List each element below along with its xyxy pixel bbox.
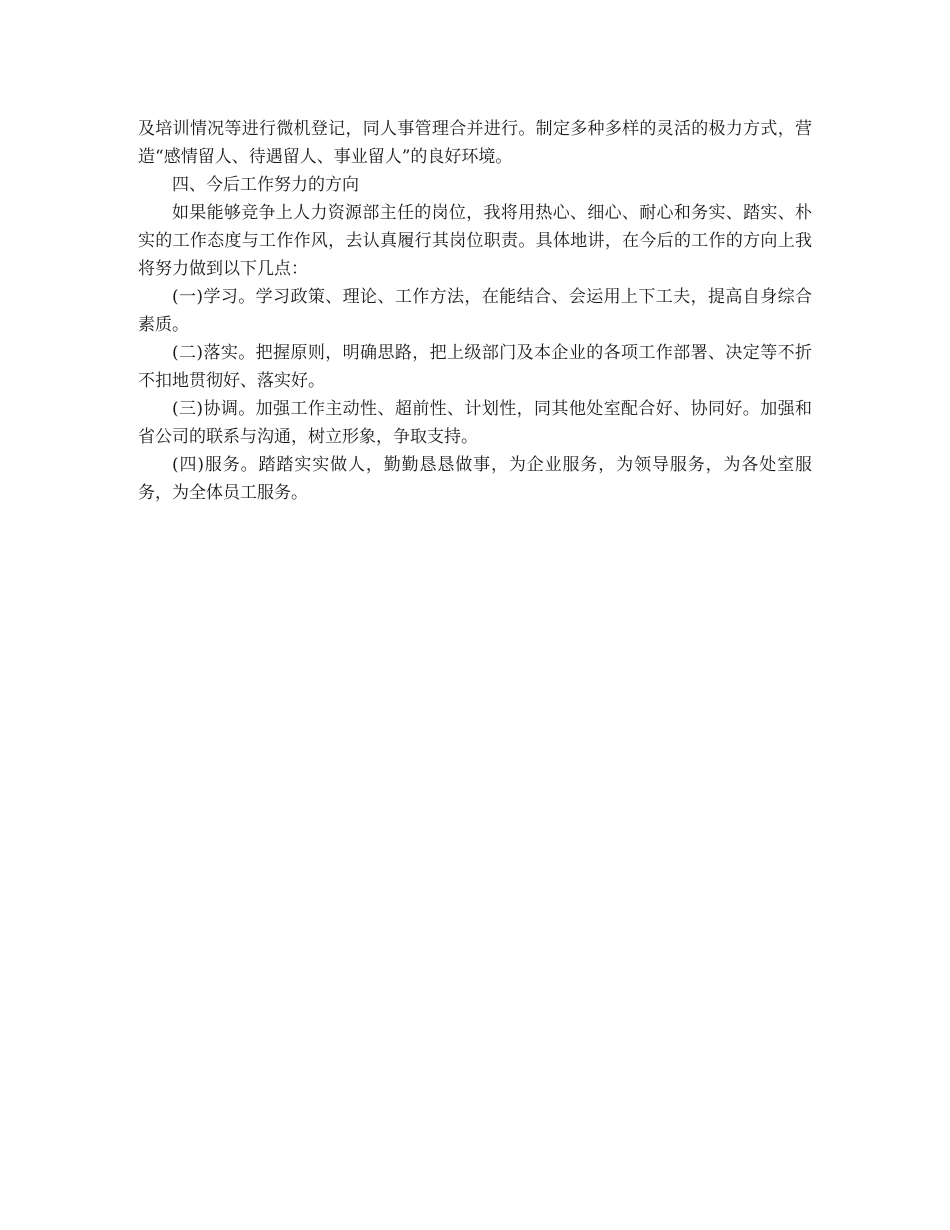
list-item-study: (一)学习。学习政策、理论、工作方法，在能结合、会运用上下工夫，提高自身综合素质。	[138, 287, 812, 335]
list-item-coordinate: (三)协调。加强工作主动性、超前性、计划性，同其他处室配合好、协同好。加强和省公司的联系与沟通，树立形象，争取支持。	[138, 399, 812, 447]
section-heading: 四、今后工作努力的方向	[172, 175, 359, 195]
document-body	[138, 115, 812, 507]
list-item-service: (四)服务。踏踏实实做人，勤勤恳恳做事，为企业服务，为领导服务，为各处室服务，为全体员工服务。	[138, 455, 812, 503]
list-item-implement: (二)落实。把握原则，明确思路，把上级部门及本企业的各项工作部署、决定等不折不扣地贯彻好、落实好。	[138, 343, 812, 391]
continuation-paragraph: 及培训情况等进行微机登记，同人事管理合并进行。制定多种多样的灵活的极力方式，营造“感情留人、待遇留人、事业留人”的良好环境。	[138, 119, 812, 167]
intro-paragraph: 如果能够竞争上人力资源部主任的岗位，我将用热心、细心、耐心和务实、踏实、朴实的工作态度与工作作风，去认真履行其岗位职责。具体地讲，在今后的工作的方向上我将努力做到以下几点：	[138, 203, 812, 279]
